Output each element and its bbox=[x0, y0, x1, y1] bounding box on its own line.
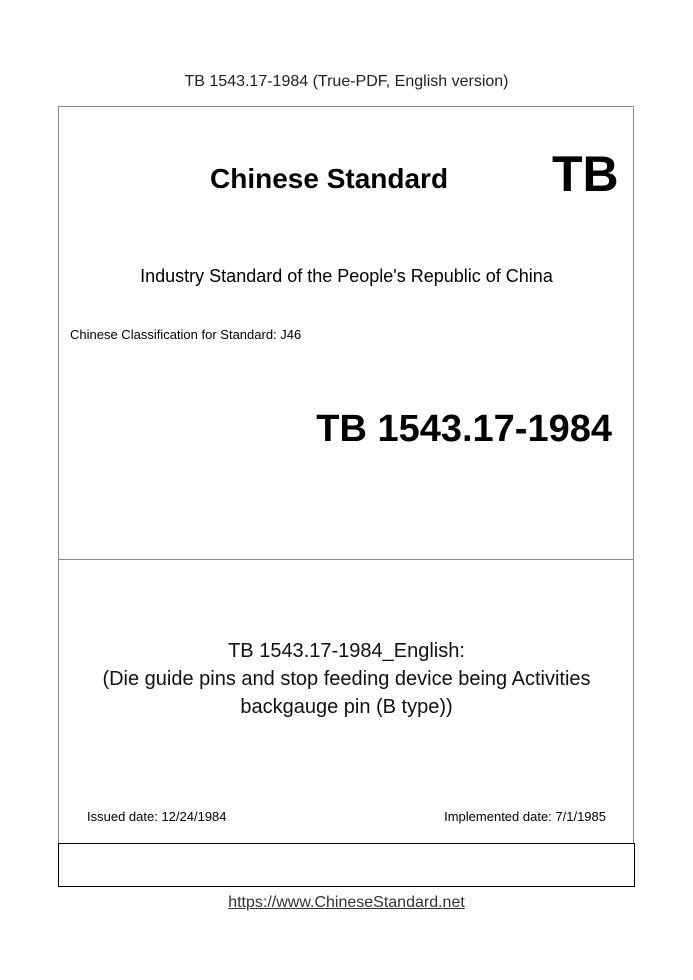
english-title-line-2: (Die guide pins and stop feeding device being Activities bbox=[102, 668, 591, 690]
english-title-line-3: backgauge pin (B type)) bbox=[240, 696, 453, 718]
industry-standard-line: Industry Standard of the People's Republic of China bbox=[140, 266, 553, 286]
classification-line: Chinese Classification for Standard: J46 bbox=[70, 327, 302, 342]
implemented-date: Implemented date: 7/1/1985 bbox=[444, 809, 606, 824]
english-title bbox=[60, 637, 633, 721]
english-title-line-1: TB 1543.17-1984_English: bbox=[228, 640, 465, 662]
issued-date: Issued date: 12/24/1984 bbox=[87, 809, 227, 824]
standard-number: TB 1543.17-1984 bbox=[316, 408, 612, 450]
footer-website-link[interactable]: https://www.ChineseStandard.net bbox=[228, 894, 465, 911]
document-header: TB 1543.17-1984 (True-PDF, English version) bbox=[184, 73, 509, 90]
standard-code-big: TB bbox=[552, 146, 619, 202]
cover-bottom-frame bbox=[58, 843, 635, 887]
standard-title: Chinese Standard bbox=[210, 163, 449, 194]
